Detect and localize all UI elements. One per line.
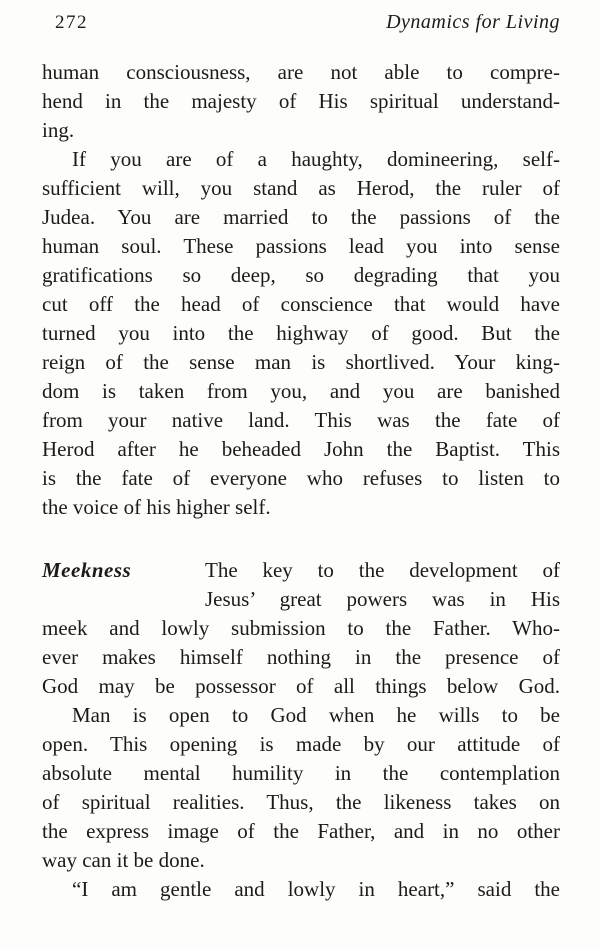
text-line: the voice of his higher self. (42, 495, 271, 519)
running-title: Dynamics for Living (386, 11, 560, 33)
text-line: absolute mental humility in the contemplation (42, 761, 560, 785)
text-line: way can it be done. (42, 848, 205, 872)
text-line: is the fate of everyone who refuses to listen to (42, 466, 560, 490)
text-line: meek and lowly submission to the Father. Who- (42, 616, 560, 640)
text-line: human consciousness, are not able to compre- (42, 60, 560, 84)
text-line: hend in the majesty of His spiritual understand- (42, 89, 560, 113)
text-line: the express image of the Father, and in no other (42, 819, 560, 843)
text-line: Judea. You are married to the passions of the (42, 205, 560, 229)
text-line: from your native land. This was the fate of (42, 408, 560, 432)
text-line: If you are of a haughty, domineering, self- (72, 147, 560, 171)
text-line: cut off the head of conscience that would have (42, 292, 560, 316)
text-line: reign of the sense man is shortlived. Your king- (42, 350, 560, 374)
section-gap (42, 522, 560, 556)
text-line: ing. (42, 118, 75, 142)
page-number: 272 (55, 12, 88, 33)
text-line: The key to the development of (205, 558, 560, 582)
paragraph (42, 701, 560, 875)
text-line: turned you into the highway of good. But the (42, 321, 560, 345)
text-line: ever makes himself nothing in the presence of (42, 645, 560, 669)
text-line: open. This opening is made by our attitude of (42, 732, 560, 756)
text-line: human soul. These passions lead you into sense (42, 234, 560, 258)
text-line: Man is open to God when he wills to be (72, 703, 560, 727)
section-block (42, 556, 560, 701)
paragraph (42, 145, 560, 522)
running-head (55, 11, 560, 34)
paragraph (42, 875, 560, 904)
text-line: Jesus’ great powers was in His (205, 587, 560, 611)
text-line: God may be possessor of all things below God. (42, 674, 560, 698)
text-line: sufficient will, you stand as Herod, the ruler of (42, 176, 560, 200)
text-line: of spiritual realities. Thus, the likeness takes on (42, 790, 560, 814)
text-column (42, 58, 560, 904)
text-line: Herod after he beheaded John the Baptist. This (42, 437, 560, 461)
paragraph (42, 58, 560, 145)
text-line: “I am gentle and lowly in heart,” said the (72, 877, 560, 901)
text-line: dom is taken from you, and you are banished (42, 379, 560, 403)
section-sidehead-label: Meekness (42, 558, 132, 582)
text-line: gratifications so deep, so degrading that you (42, 263, 560, 287)
